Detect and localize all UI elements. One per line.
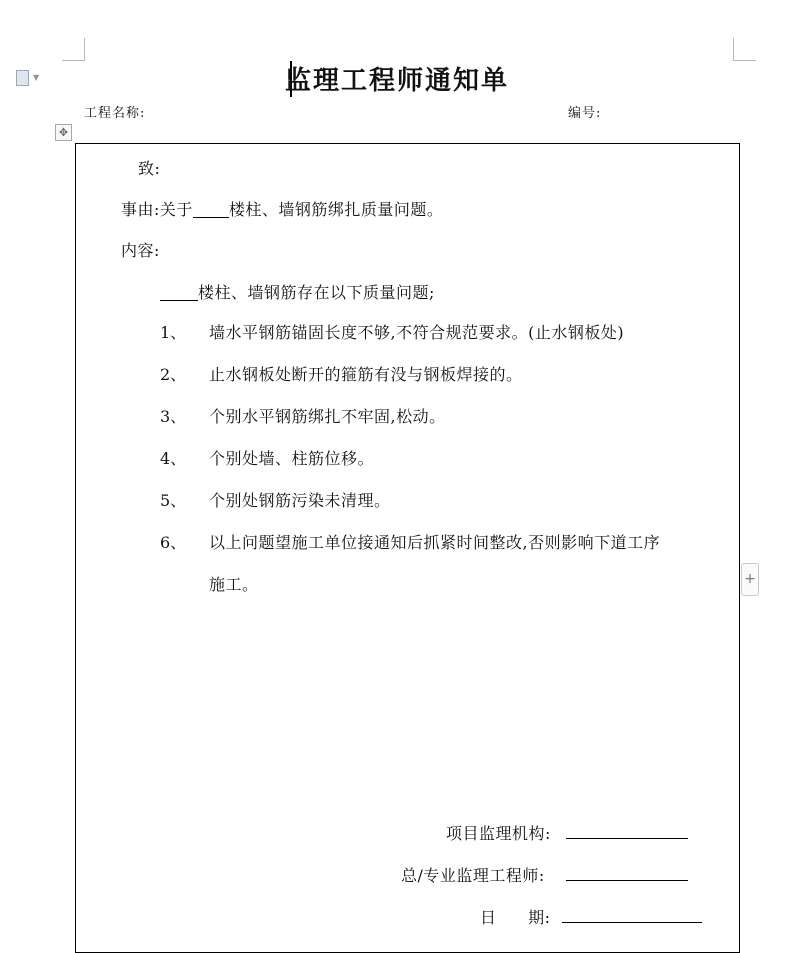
subject-suffix: 楼柱、墙钢筋绑扎质量问题。 bbox=[228, 200, 444, 219]
subject-blank[interactable] bbox=[193, 201, 229, 218]
plus-icon[interactable]: + bbox=[741, 563, 759, 596]
item-number: 6、 bbox=[160, 533, 187, 552]
item-text-continuation[interactable]: 施工。 bbox=[209, 575, 259, 594]
item-text[interactable]: 止水钢板处断开的箍筋有没与钢板焊接的。 bbox=[209, 365, 523, 384]
item-text[interactable]: 个别处钢筋污染未清理。 bbox=[209, 491, 391, 510]
document-title[interactable]: 监理工程师通知单 bbox=[284, 66, 509, 96]
item-number: 1、 bbox=[160, 323, 187, 342]
intro-suffix: 楼柱、墙钢筋存在以下质量问题; bbox=[198, 283, 435, 302]
chevron-down-icon: ▼ bbox=[33, 73, 40, 82]
item-number: 3、 bbox=[160, 407, 187, 426]
item-number: 4、 bbox=[160, 449, 187, 468]
date-label[interactable]: 日 期: bbox=[480, 908, 551, 927]
subject-prefix: 事由:关于 bbox=[121, 200, 193, 219]
engineer-signature-line[interactable] bbox=[566, 880, 688, 881]
content-intro[interactable] bbox=[160, 280, 435, 303]
subject-line[interactable] bbox=[121, 197, 443, 220]
to-label[interactable]: 致: bbox=[138, 159, 161, 178]
org-label[interactable]: 项目监理机构: bbox=[446, 824, 551, 843]
number-label[interactable]: 编号: bbox=[568, 106, 602, 121]
project-name-label[interactable]: 工程名称: bbox=[84, 106, 146, 121]
item-number: 2、 bbox=[160, 365, 187, 384]
item-text[interactable]: 以上问题望施工单位接通知后抓紧时间整改,否则影响下道工序 bbox=[209, 533, 661, 552]
engineer-label[interactable]: 总/专业监理工程师: bbox=[401, 866, 545, 885]
date-signature-line[interactable] bbox=[562, 922, 702, 923]
content-label[interactable]: 内容: bbox=[121, 241, 160, 260]
org-signature-line[interactable] bbox=[566, 838, 688, 839]
page-corner-mark-top-left bbox=[62, 38, 85, 61]
item-number: 5、 bbox=[160, 491, 187, 510]
intro-blank[interactable] bbox=[160, 284, 198, 301]
item-text[interactable]: 个别水平钢筋绑扎不牢固,松动。 bbox=[209, 407, 446, 426]
item-text[interactable]: 墙水平钢筋锚固长度不够,不符合规范要求。(止水钢板处) bbox=[209, 323, 625, 342]
move-handle-icon[interactable]: ✥ bbox=[55, 124, 72, 141]
item-text[interactable]: 个别处墙、柱筋位移。 bbox=[209, 449, 375, 468]
page-corner-mark-top-right bbox=[733, 38, 756, 61]
